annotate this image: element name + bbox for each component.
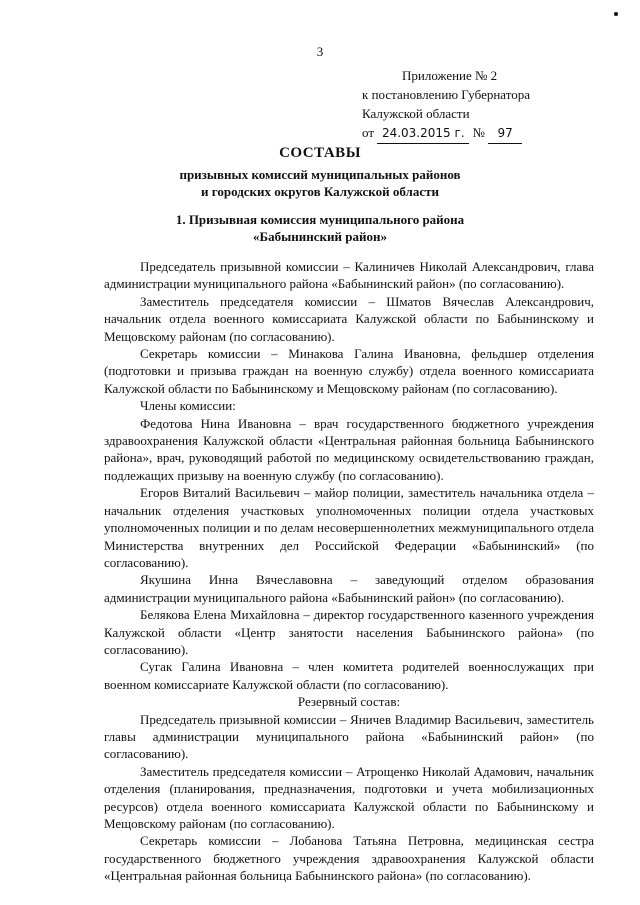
appendix-number: 97 bbox=[488, 124, 522, 144]
appendix-ref: к постановлению Губернатора bbox=[362, 87, 531, 102]
scan-speck bbox=[614, 12, 618, 16]
appendix-date: 24.03.2015 г. bbox=[377, 124, 469, 144]
paragraph-member-yakushina: Якушина Инна Вячеславовна – заведующий отделом образования администрации муниципального района «Бабынинский район» (по согласованию). bbox=[104, 572, 594, 605]
paragraph-members-heading: Члены комиссии: bbox=[140, 398, 236, 414]
subtitle-line-2: и городских округов Калужской области bbox=[201, 184, 439, 199]
number-prefix: № bbox=[472, 125, 485, 140]
paragraph-secretary: Секретарь комиссии – Минакова Галина Ивановна, фельдшер отделения (подготовки и призыва граждан на военную службу) отдела военного комиссариата Калужской области по Бабынинскому и Мещовскому районам (по согласованию). bbox=[104, 346, 594, 396]
document-subtitle bbox=[0, 166, 640, 200]
paragraph-chairman: Председатель призывной комиссии – Калиничев Николай Александрович, глава администрации муниципального района «Бабынинский район» (по согласованию). bbox=[104, 259, 594, 292]
paragraph-reserve-deputy: Заместитель председателя комиссии – Атрощенко Николай Адамович, начальник отделения (планирования, предназначения, подготовки и учета мобилизационных ресурсов) отдела военного комиссариата Калужской области по Бабынинскому и Мещовскому районам (по согласованию). bbox=[104, 763, 594, 831]
paragraph-reserve-chairman: Председатель призывной комиссии – Яничев Владимир Васильевич, заместитель главы администрации муниципального района «Бабынинский район» (по согласованию). bbox=[104, 711, 594, 762]
subtitle-line-1: призывных комиссий муниципальных районов bbox=[179, 167, 461, 182]
section-heading bbox=[0, 211, 640, 245]
paragraph-reserve-secretary: Секретарь комиссии – Лобанова Татьяна Петровна, медицинская сестра государственного бюджетного учреждения здравоохранения Калужской области «Центральная районная больница Бабынинского района» (по согласованию). bbox=[104, 833, 594, 884]
paragraph-member-fedotova: Федотова Нина Ивановна – врач государственного бюджетного учреждения здравоохранения Калужской области «Центральная районная больница Бабынинского района», врач, руководящий работой по медицинскому освидетельствованию граждан, подлежащих призыву на военную службу (по согласованию). bbox=[104, 415, 594, 483]
paragraph-member-sugak: Сугак Галина Ивановна – член комитета родителей военнослужащих при военном комиссариате Калужской области (по согласованию). bbox=[104, 659, 594, 692]
document-body bbox=[104, 258, 594, 885]
appendix-region: Калужской области bbox=[362, 106, 470, 121]
appendix-block bbox=[362, 66, 602, 144]
appendix-date-line bbox=[362, 123, 602, 144]
section-line-1: 1. Призывная комиссия муниципального района bbox=[175, 212, 465, 227]
paragraph-member-belyakova: Белякова Елена Михайловна – директор государственного казенного учреждения Калужской области «Центр занятости населения Бабынинского района» (по согласованию). bbox=[104, 607, 594, 657]
paragraph-reserve-heading: Резервный состав: bbox=[297, 694, 401, 710]
document-title: СОСТАВЫ bbox=[279, 145, 361, 161]
section-line-2: «Бабынинский район» bbox=[253, 229, 387, 244]
page-number: 3 bbox=[316, 44, 324, 59]
paragraph-member-egorov: Егоров Виталий Васильевич – майор полиции, заместитель начальника отдела – начальник отделения участковых уполномоченных полиции отдела участковых уполномоченных полиции и по делам несовершеннолетних межмуниципального отдела Министерства внутренних дел Российской Федерации «Бабынинский» (по согласованию). bbox=[104, 485, 594, 570]
date-prefix: от bbox=[362, 125, 375, 140]
paragraph-deputy: Заместитель председателя комиссии – Шматов Вячеслав Александрович, начальник отдела военного комиссариата Калужской области по Бабынинскому и Мещовскому районам (по согласованию). bbox=[104, 293, 594, 344]
appendix-title: Приложение № 2 bbox=[402, 68, 498, 83]
